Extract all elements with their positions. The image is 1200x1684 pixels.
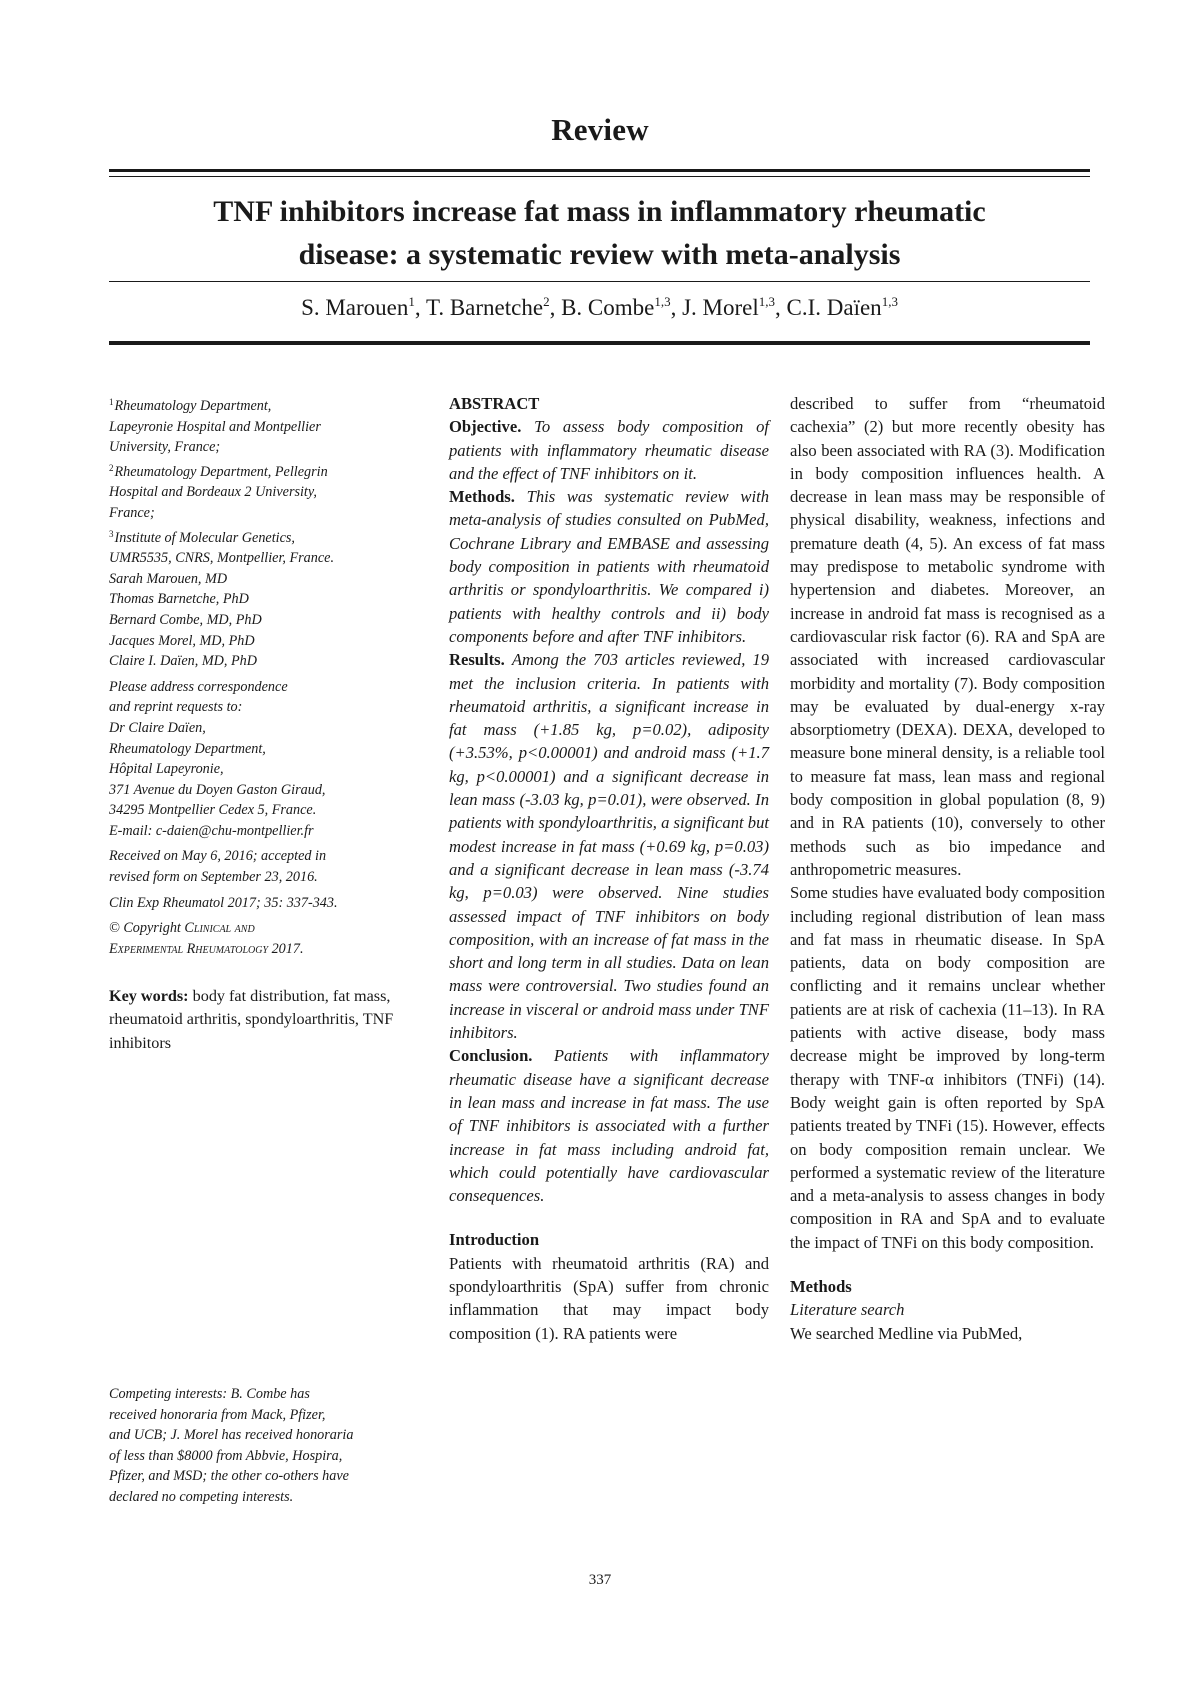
competing-line: received honoraria from Mack, Pfizer, <box>109 1406 326 1423</box>
abstract-column <box>449 392 769 1345</box>
correspondence-line: 371 Avenue du Doyen Gaston Giraud, <box>109 781 326 798</box>
page-number: 337 <box>588 1572 612 1588</box>
affiliation-line: Hospital and Bordeaux 2 University, <box>109 484 317 501</box>
keywords <box>109 985 394 1055</box>
person: Claire I. Daïen, MD, PhD <box>109 653 258 670</box>
top-rule <box>109 169 1090 172</box>
methods-subheading: Literature search <box>790 1300 905 1320</box>
section-label: Review <box>551 112 649 147</box>
abstract-objective: Objective. To assess body composition of patients with inflammatory rheumatic disease and the effect of TNF inhibitors on it. <box>449 417 769 483</box>
correspondence-line: Dr Claire Daïen, <box>109 719 206 736</box>
introduction-paragraph: Some studies have evaluated body composition including regional distribution of lean mass and fat mass in rheumatic disease. In SpA patients, data on body composition are conflicting and it remains unclear whether patients are at risk of cachexia (11–13). In RA patients with active disease, body mass decrease might be improved by long-term therapy with TNF-α inhibitors (TNFi) (14). Body weight gain is often reported by SpA patients treated by TNFi (15). However, effects on body composition remain unclear. We performed a systematic review of the literature and a meta-analysis to assess changes in body composition in RA and SpA and to evaluate the impact of TNFi on this body composition. <box>790 883 1105 1252</box>
correspondence-line: Please address correspondence <box>109 678 288 695</box>
affiliation-line: France; <box>109 504 155 521</box>
correspondence-line: and reprint requests to: <box>109 699 243 716</box>
affiliation-line: University, France; <box>109 439 221 456</box>
author-affiliation: 1,3 <box>758 294 776 309</box>
author-affiliation: 1 <box>408 294 415 309</box>
abstract-heading: ABSTRACT <box>449 394 540 413</box>
author: J. Morel <box>682 295 759 320</box>
person: Bernard Combe, MD, PhD <box>109 611 262 628</box>
affiliation-line: $^3$Institute of Molecular Genetics, <box>109 528 295 546</box>
received-line: revised form on September 23, 2016. <box>109 869 318 886</box>
abstract-results: Results. Among the 703 articles reviewed, 19 met the inclusion criteria. In patients with rheumatoid arthritis, a significant increase in fat mass (+1.85 kg, p=0.02), adiposity (+3.53%, p<0.00001) and android mass (+1.7 kg, p<0.00001) and a significant decrease in lean mass (-3.03 kg, p=0.01), were observed. In patients with spondyloarthritis, a significant but modest increase in fat mass (+0.69 kg, p=0.03) and a significant decrease in lean mass (-3.74 kg, p=0.03) were observed. Nine studies assessed impact of TNF inhibitors on body composition, with an increase of fat mass in the short and long term in all studies. Data on lean mass were controversial. Two studies found an increase in visceral or android mass under TNF inhibitors. <box>449 650 769 1043</box>
competing-line: Competing interests: B. Combe has <box>109 1386 310 1402</box>
affiliation-line: $^1$Rheumatology Department, <box>109 397 272 414</box>
introduction-paragraph: described to suffer from “rheumatoid cachexia” (2) but more recently obesity has also been associated with RA (3). Modification in body composition influences health. A decrease in lean mass may be responsible of physical disability, weakness, infections and premature death (4, 5). An excess of fat mass may predispose to metabolic syndrome with hypertension and diabetes. Moreover, an increase in android fat mass is recognised as a cardiovascular risk factor (6). RA and SpA are associated with increased cardiovascular morbidity and mortality (7). Body composition may be evaluated by dual-energy x-ray absorptiometry (DEXA). DEXA, developed to measure bone mineral density, is a reliable tool to measure fat mass, lean mass and regional body composition in global population (8, 9) and in RA patients (10), conversely to other methods such as bio impedance and anthropometric measures. <box>790 394 1105 879</box>
keywords-text: body fat distribution, fat mass, rheumatoid arthritis, spondyloarthritis, TNF inhibitors <box>109 987 394 1052</box>
email-line: E-mail: c-daien@chu-montpellier.fr <box>109 822 314 839</box>
title-rule <box>109 281 1090 282</box>
competing-line: and UCB; J. Morel has received honoraria <box>109 1427 354 1444</box>
author-affiliation: 1,3 <box>654 294 671 309</box>
competing-interests <box>109 1384 405 1508</box>
copyright-line: © Copyright Clinical and <box>109 920 255 937</box>
competing-line: declared no competing interests. <box>109 1488 294 1505</box>
article-title <box>109 190 1090 276</box>
competing-line: of less than $8000 from Abbvie, Hospira, <box>109 1447 343 1464</box>
abstract-methods: Methods. This was systematic review with meta-analysis of studies consulted on PubMed, Cochrane Library and EMBASE and assessing body composition in patients with rheumatoid arthritis or spondyloarthritis. We compared i) patients with healthy controls and ii) body components before and after TNF inhibitors. <box>449 487 769 646</box>
citation: Clin Exp Rheumatol 2017; 35: 337-343. <box>109 894 338 911</box>
author: T. Barnetche <box>425 295 544 320</box>
body-column <box>790 392 1105 1345</box>
methods-heading: Methods <box>790 1276 852 1296</box>
person: Thomas Barnetche, PhD <box>109 591 249 608</box>
title-line-2: disease: a systematic review with meta-analysis <box>298 238 901 271</box>
header-rule <box>109 341 1090 345</box>
received-line: Received on May 6, 2016; accepted in <box>109 848 327 865</box>
affiliation-line: $^2$Rheumatology Department, Pellegrin <box>109 462 328 480</box>
author-list: S. Marouen$^1$, T. Barnetche$^2$, B. Combe$^{1,3}$, J. Morel$^{1,3}$, C.I. Daïen$^{1,3}$ <box>301 294 898 320</box>
author: C.I. Daïen <box>786 295 882 320</box>
abstract-conclusion: Conclusion. Patients with inflammatory rheumatic disease have a significant decrease in lean mass and increase in fat mass. The use of TNF inhibitors is associated with a further increase in fat mass including android fat, which could potentially have cardiovascular consequences. <box>449 1046 770 1206</box>
affiliation-line: Lapeyronie Hospital and Montpellier <box>109 418 321 435</box>
correspondence-line: Rheumatology Department, <box>109 740 266 757</box>
correspondence-line: 34295 Montpellier Cedex 5, France. <box>109 802 317 819</box>
author-affiliation: 2 <box>543 294 550 309</box>
introduction-heading: Introduction <box>449 1230 540 1250</box>
author: S. Marouen <box>301 295 409 320</box>
affiliation-line: UMR5535, CNRS, Montpellier, France. <box>109 550 334 567</box>
title-line-1: TNF inhibitors increase fat mass in inflammatory rheumatic <box>213 195 986 228</box>
author: B. Combe <box>561 295 655 320</box>
author-affiliation: 1,3 <box>881 294 898 309</box>
competing-line: Pfizer, and MSD; the other co-others have <box>109 1468 349 1485</box>
person: Sarah Marouen, MD <box>109 570 228 587</box>
sidebar-info <box>109 392 394 959</box>
copyright-line: Experimental Rheumatology 2017. <box>109 940 304 957</box>
introduction-paragraph: Patients with rheumatoid arthritis (RA) and spondyloarthritis (SpA) suffer from chronic inflammation that may impact body composition (1). RA patients were <box>449 1253 769 1343</box>
correspondence-line: Hôpital Lapeyronie, <box>109 761 224 778</box>
person: Jacques Morel, MD, PhD <box>109 632 255 649</box>
top-rule-thin <box>109 176 1090 177</box>
keywords-label: Key words: <box>109 987 189 1005</box>
methods-paragraph: We searched Medline via PubMed, <box>790 1323 1023 1343</box>
